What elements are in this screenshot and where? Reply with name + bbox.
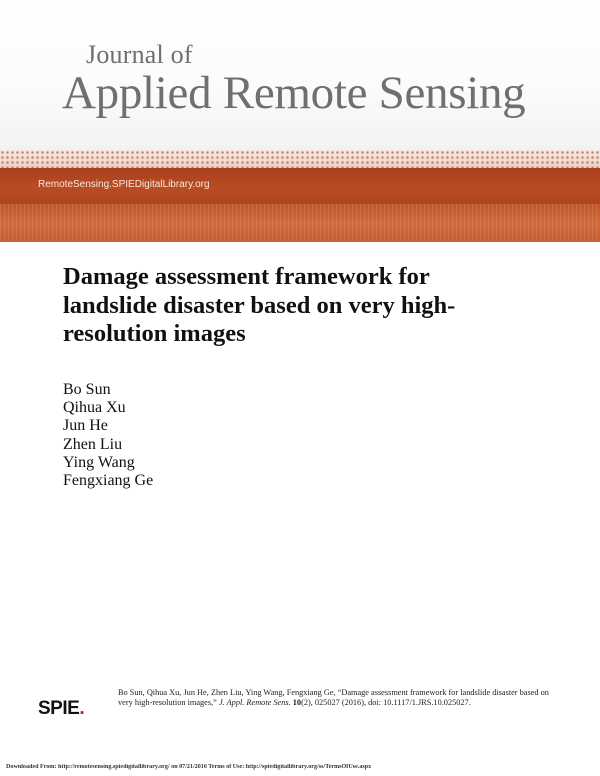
article-title: Damage assessment framework for landslide disaster based on very high-resolution images: [63, 263, 456, 347]
author-name: Fengxiang Ge: [63, 472, 154, 490]
journal-url[interactable]: RemoteSensing.SPIEDigitalLibrary.org: [38, 179, 210, 190]
citation-block: [118, 688, 563, 709]
author-name: Jun He: [63, 417, 108, 435]
citation-lead: Bo Sun, Qihua Xu, Jun He, Zhen Liu, Ying Wang, Fengxiang Ge, “Damage assessment framework for landslide disaster based on very high-resolution images,”: [118, 688, 549, 708]
author-name: Qihua Xu: [63, 399, 126, 417]
journal-masthead: [0, 0, 600, 150]
spie-logo: [38, 698, 84, 720]
citation-details: (2), 025027 (2016), doi: 10.1117/1.JRS.10.025027.: [301, 698, 471, 708]
author-name: Zhen Liu: [63, 435, 123, 453]
author-name: Bo Sun: [63, 381, 111, 398]
journal-name: Applied Remote Sensing: [62, 67, 526, 119]
citation-volume: 10: [292, 698, 302, 708]
author-list: [63, 381, 153, 490]
spie-logo-dot: .: [79, 698, 85, 719]
spie-logo-text: SPIE: [38, 698, 80, 719]
download-footer: Downloaded From: http://remotesensing.spiedigitallibrary.org/ on 07/21/2016 Terms of Use: http://spiedigitallibrary.org/ss/TermsOfUse.aspx: [6, 764, 372, 770]
author-name: Ying Wang: [63, 453, 135, 471]
journal-prefix: Journal of: [86, 40, 193, 69]
dotted-divider: [0, 150, 600, 168]
striped-band: [0, 204, 600, 242]
citation-journal: J. Appl. Remote Sens.: [218, 698, 291, 708]
